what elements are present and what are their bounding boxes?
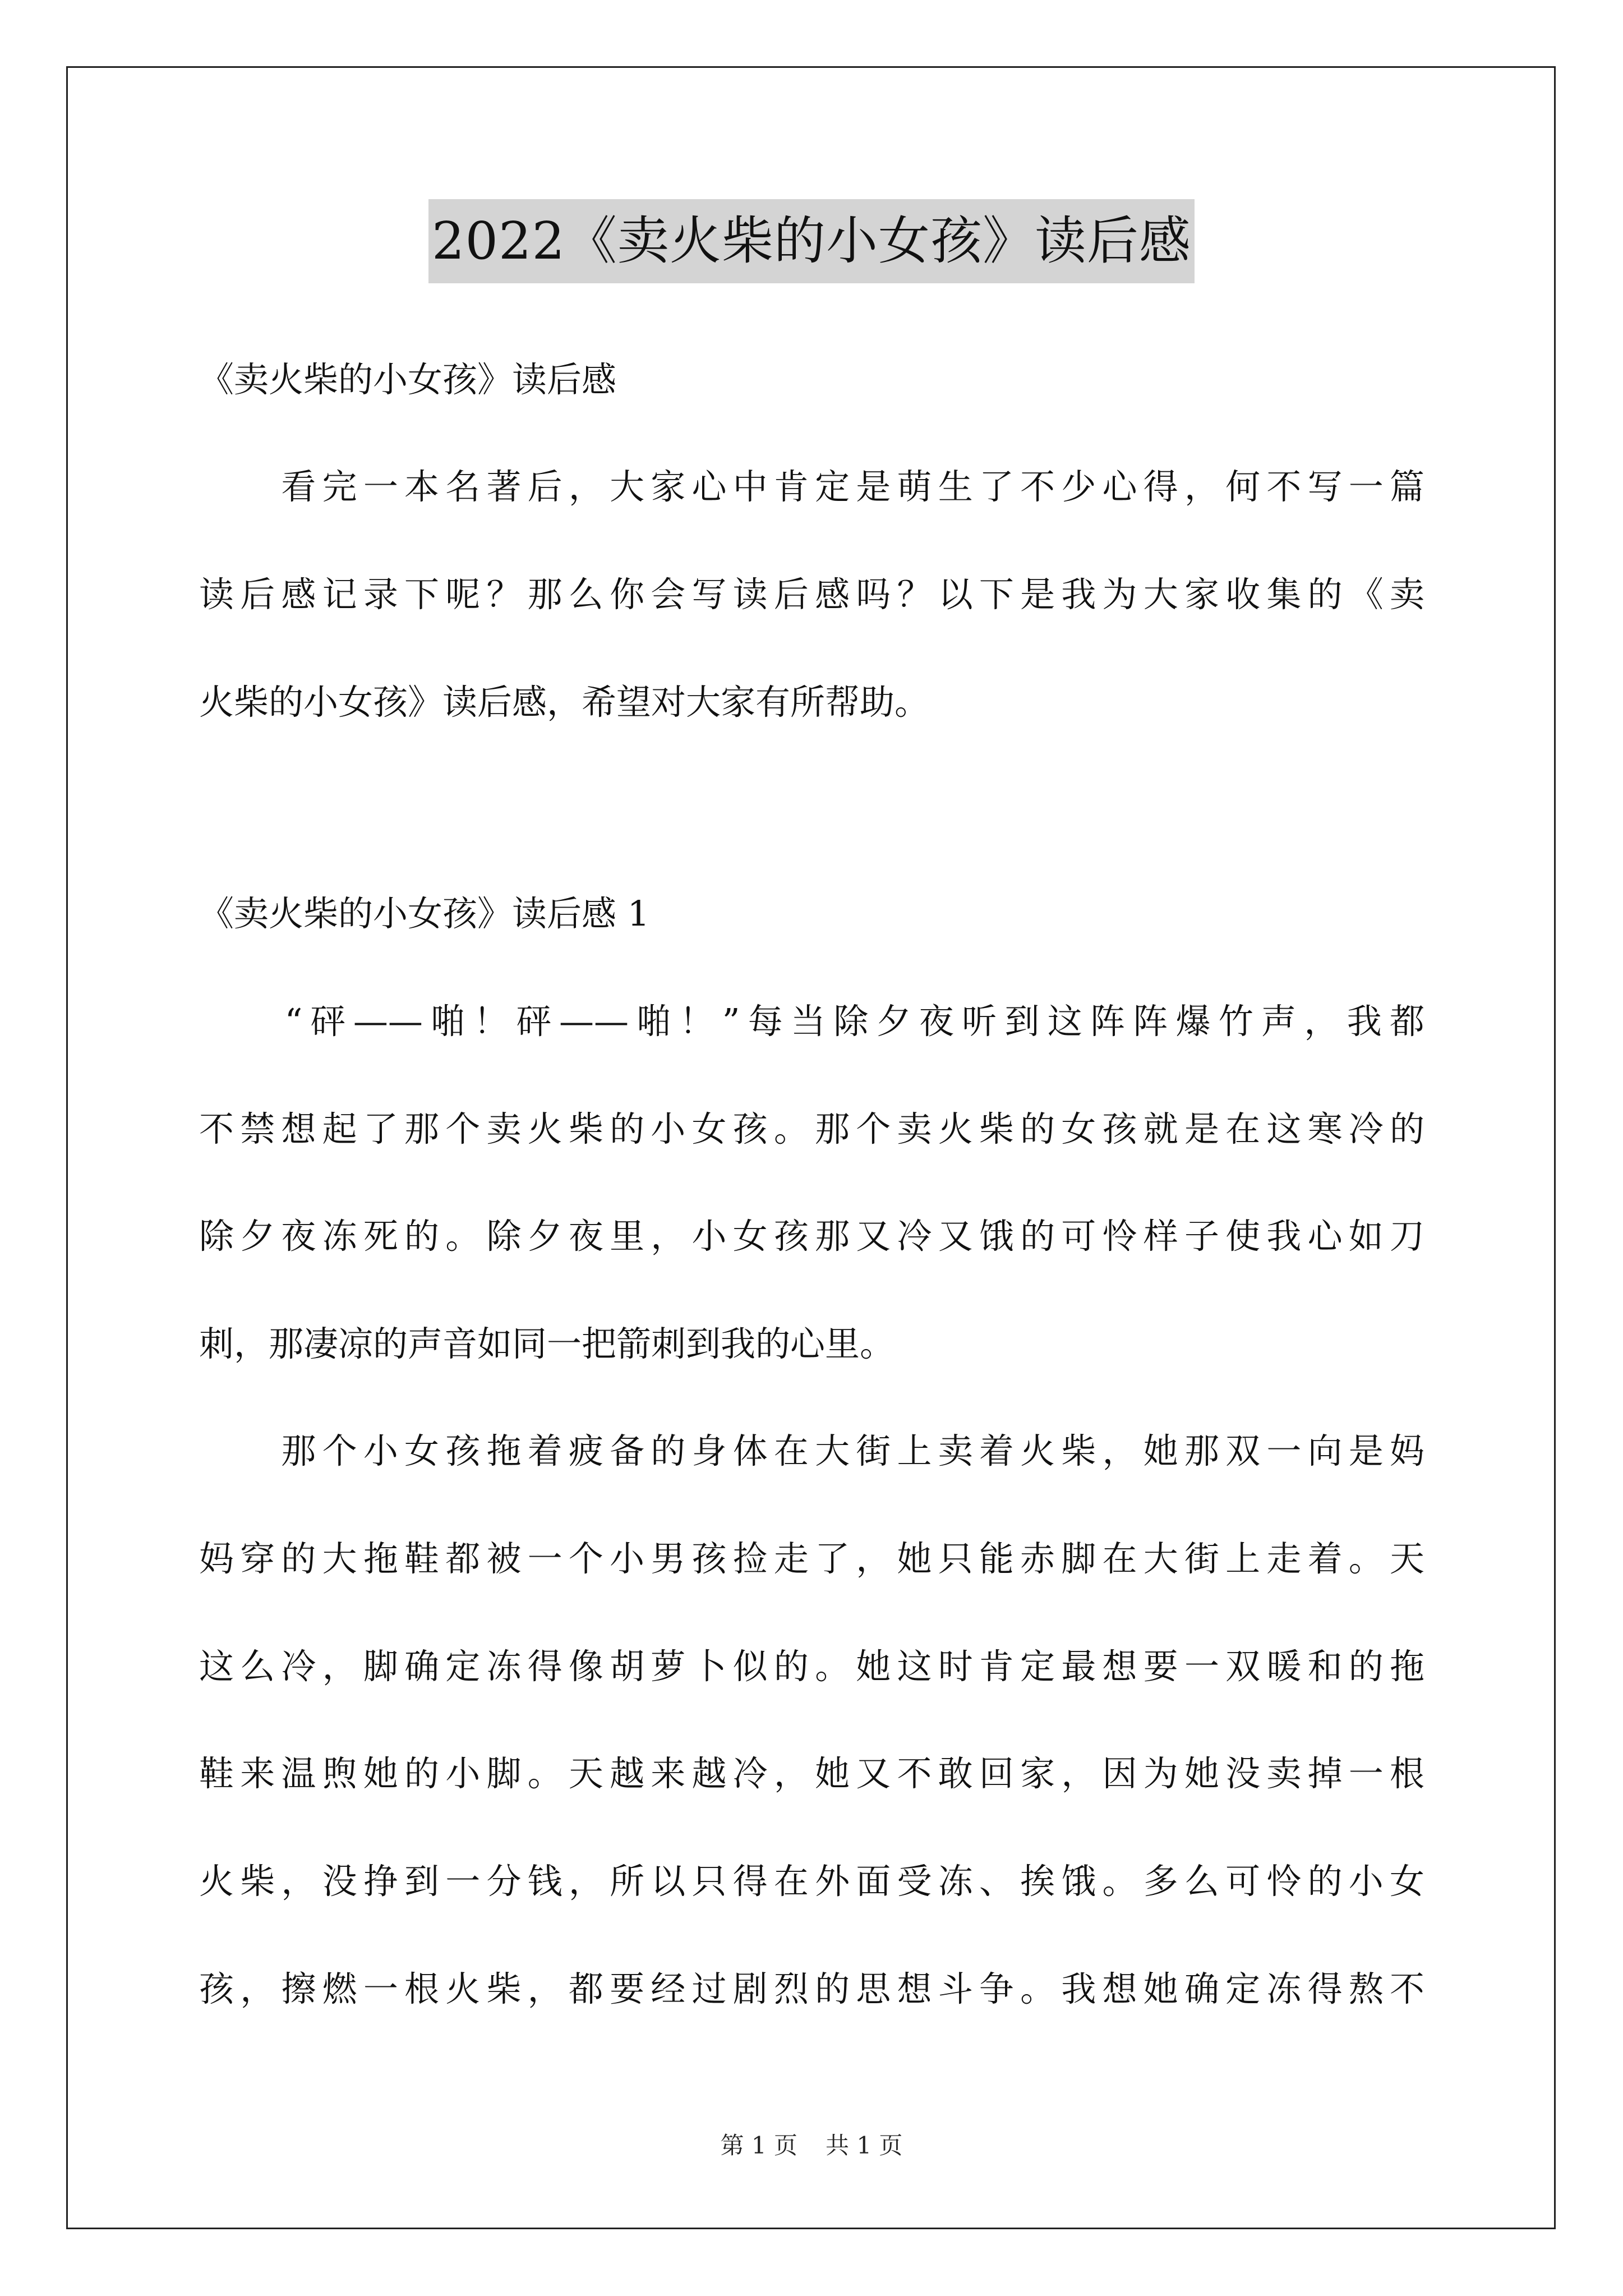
- page-number: 第 1 页: [720, 2132, 797, 2159]
- paragraph-line: 妈穿的大拖鞋都被一个小男孩捡走了，她只能赤脚在大街上走着。天: [199, 1538, 1424, 1579]
- paragraph-line: 不禁想起了那个卖火柴的小女孩。那个卖火柴的女孩就是在这寒冷的: [199, 1108, 1424, 1149]
- paragraph-line: 除夕夜冻死的。除夕夜里，小女孩那又冷又饿的可怜样子使我心如刀: [199, 1216, 1424, 1257]
- intro-line: 火柴的小女孩》读后感，希望对大家有所帮助。: [199, 682, 930, 723]
- paragraph-line: 孩，擦燃一根火柴，都要经过剧烈的思想斗争。我想她确定冻得熬不: [199, 1968, 1424, 2009]
- section-heading: 《卖火柴的小女孩》读后感 1: [199, 893, 650, 934]
- page-total: 共 1 页: [826, 2132, 903, 2159]
- paragraph-line: 火柴，没挣到一分钱，所以只得在外面受冻、挨饿。多么可怜的小女: [199, 1861, 1424, 1902]
- document-title: 2022《卖火柴的小女孩》读后感: [428, 199, 1195, 283]
- document-subtitle: 《卖火柴的小女孩》读后感: [199, 359, 617, 400]
- paragraph-line: 鞋来温煦她的小脚。天越来越冷，她又不敢回家，因为她没卖掉一根: [199, 1753, 1424, 1794]
- intro-line: 读后感记录下呢？那么你会写读后感吗？以下是我为大家收集的《卖: [199, 574, 1424, 615]
- intro-line: 看完一本名著后，大家心中肯定是萌生了不少心得，何不写一篇: [199, 466, 1424, 507]
- paragraph-line: 那个小女孩拖着疲备的身体在大街上卖着火柴，她那双一向是妈: [199, 1430, 1424, 1471]
- paragraph-line: 刺，那凄凉的声音如同一把箭刺到我的心里。: [199, 1323, 895, 1364]
- paragraph-line: 这么冷，脚确定冻得像胡萝卜似的。她这时肯定最想要一双暖和的拖: [199, 1646, 1424, 1687]
- title-container: [0, 199, 1623, 283]
- page-footer: [0, 2129, 1623, 2162]
- paragraph-line: “砰——啪！砰——啪！”每当除夕夜听到这阵阵爆竹声，我都: [199, 1001, 1424, 1042]
